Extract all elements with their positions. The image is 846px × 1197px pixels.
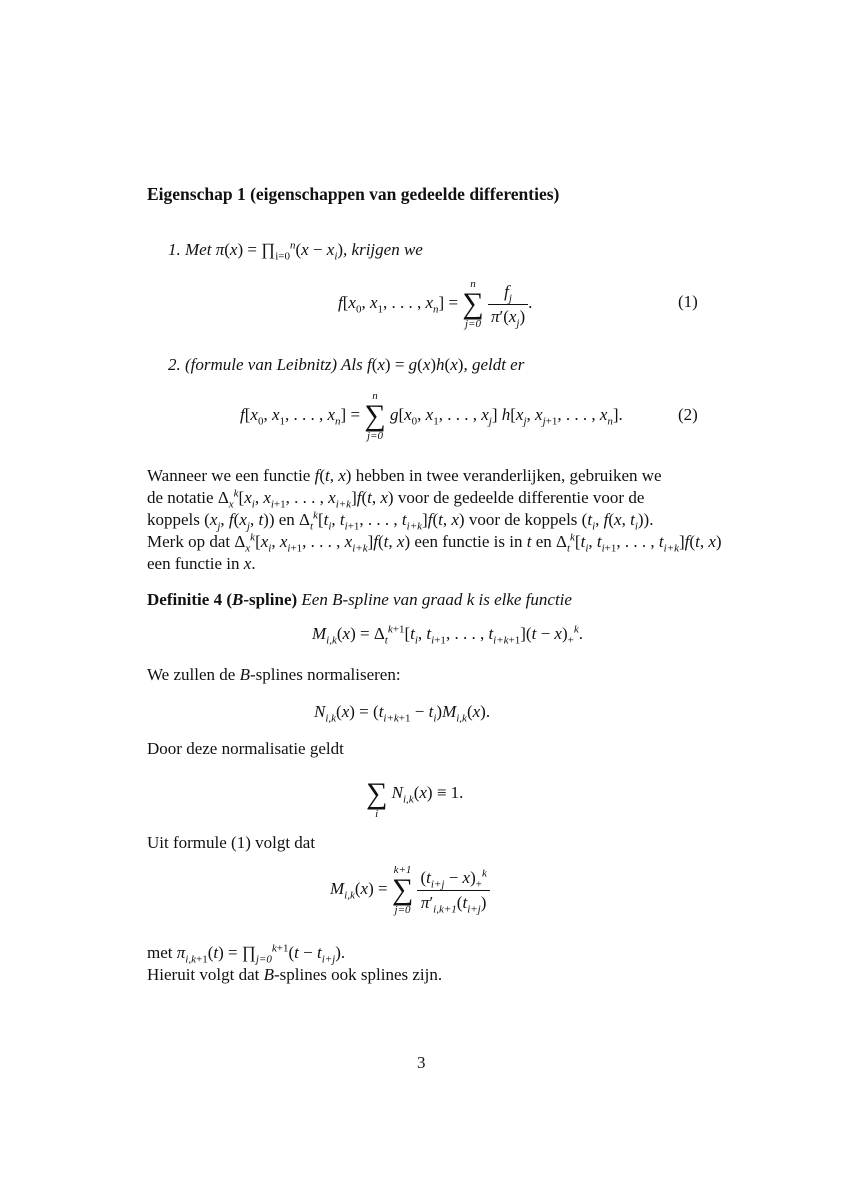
page-number: 3 [417,1053,426,1072]
equation-b-spline: $M_{i,k}(x) = \Delta_t^{k+1}[t_i$, $t_{i+1}$, . . . , $t_{i+k+1}](t - x)_+^k$. [312,623,583,647]
paragraph-line-1: Wanneer we een functie f(t, x) hebben in twee veranderlijken, gebruiken we [147,466,662,485]
property-item-1: 1. Met $\pi(x) = \prod_{i=0}^n(x - x_i)$, krijgen we [168,239,423,263]
normalization-text: Door deze normalisatie geldt [147,739,344,758]
property-title: Eigenschap 1 (eigenschappen van gedeelde differenties) [147,184,560,204]
definition-4: Definitie 4 (B-spline) Een B-spline van graad k is elke functie [147,590,572,609]
equation-2: $f[x_0$, $x_1$, . . . , $x_n$] = n ∑ j=0 $g[x_0$, $x_1$, . . . , $x_j$] $h[x_j$, $x_{j+1}$, . . . , $x_n$]. [240,390,623,442]
equation-2-number: (2) [678,405,698,424]
formula-text: Uit formule (1) volgt dat [147,833,316,852]
equation-m-formula: $M_{i,k}(x)$ = k+1 ∑ j=0 $\frac{(t_{i+j} - x)_+^k}{\pi'_{i,k+1}(t_{i+j})}$ [330,864,490,916]
paragraph-line-3: koppels ($x_j$, $f(x_j$, t)) en $\Delta_t^k[t_i$, $t_{i+1}$, . . . , $t_{i+k}]f(t$, x) voor de koppels ($t_i$, f(x, $t_i$)). [147,509,654,533]
equation-normalized: $N_{i,k}(x) = (t_{i+k+1} - t_i)M_{i,k}(x)$. [314,702,491,725]
equation-partition-of-unity: ∑ i $N_{i,k}(x) \equiv 1$. [366,777,464,820]
closing-line-1: met $\pi_{i,k+1}(t)$ = $\prod_{j=0}^{k+1}(t - t_{i+j})$. [147,942,346,966]
closing-line-2: Hieruit volgt dat B-splines ook splines zijn. [147,965,443,984]
equation-1-number: (1) [678,292,698,311]
paragraph-line-4: Merk op dat $\Delta_x^k[x_i$, $x_{i+1}$, . . . , $x_{i+k}]f(t$, x) een functie is in t en $\Delta_t^k[t_i$, $t_{i+1}$, . . . , $t_{i+k}]f(t$, x) [147,531,722,555]
equation-1: $f[x_0$, $x_1$, . . . , $x_n$] = n ∑ j=0 $\frac{f_j}{\pi'(x_j)}$ . [338,278,533,330]
paragraph-line-2: de notatie $\Delta_x^k[x_i$, $x_{i+1}$, . . . , $x_{i+k}]f(t$, x) voor de gedeelde differentie voor de [147,487,645,511]
paragraph-line-5: een functie in x. [147,554,256,573]
property-item-2: 2. (formule van Leibnitz) Als f(x) = g(x)h(x), geldt er [168,355,525,374]
normalize-text: We zullen de B-splines normaliseren: [147,665,401,684]
